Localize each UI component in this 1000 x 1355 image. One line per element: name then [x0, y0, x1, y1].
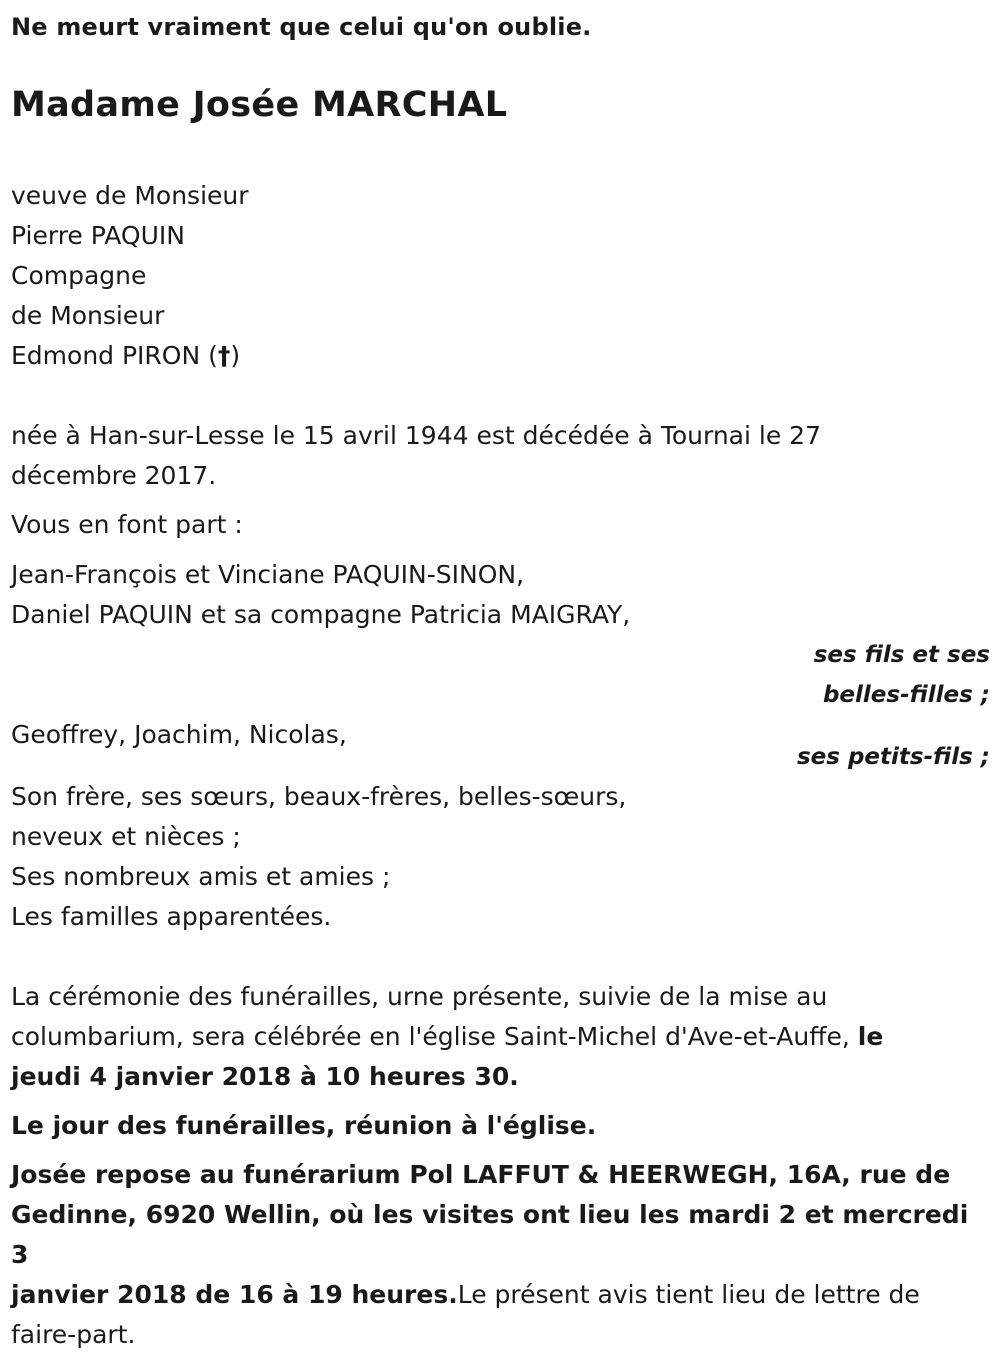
children-block [11, 555, 990, 635]
deceased-name: Madame Josée MARCHAL [11, 85, 508, 125]
ceremony-text [11, 977, 990, 1097]
children-line: Jean-François et Vinciane PAQUIN-SINON, [11, 560, 525, 589]
epigraph: Ne meurt vraiment que celui qu'on oublie. [11, 13, 592, 41]
grandchildren-relation: ses petits-fils ; [796, 744, 990, 770]
visits-line: Gedinne, 6920 Wellin, où les visites ont lieu les mardi 2 et mercredi 3 [11, 1200, 969, 1269]
relation-line: belles-filles ; [822, 682, 990, 708]
children-relation [11, 635, 990, 715]
others-line: neveux et nièces ; [11, 822, 241, 851]
ceremony-date-start: le [857, 1022, 884, 1051]
visits-text [11, 1155, 990, 1355]
others-line: Les familles apparentées. [11, 902, 332, 931]
announce-text: Vous en font part : [11, 510, 243, 539]
notice-text-end: faire-part. [11, 1320, 136, 1349]
spouse-line: Pierre PAQUIN [11, 221, 185, 250]
visits-hours: janvier 2018 de 16 à 19 heures. [11, 1280, 458, 1309]
closing-paren: ) [230, 341, 241, 370]
spouse-line [11, 336, 990, 376]
spouse-line: de Monsieur [11, 301, 165, 330]
birth-death-line: décembre 2017. [11, 461, 217, 490]
visits-line: Josée repose au funérarium Pol LAFFUT & HEERWEGH, 16A, rue de [11, 1160, 951, 1189]
relation-line: ses fils et ses [813, 642, 990, 668]
others-line: Son frère, ses sœurs, beaux-frères, belles-sœurs, [11, 782, 627, 811]
children-line: Daniel PAQUIN et sa compagne Patricia MAIGRAY, [11, 600, 631, 629]
notice-text: Le présent avis tient lieu de lettre de [457, 1280, 920, 1309]
ceremony-place: columbarium, sera célébrée en l'église Saint-Michel d'Ave-et-Auffe, [11, 1022, 858, 1051]
others-block [11, 777, 990, 937]
ceremony-line: La cérémonie des funérailles, urne présente, suivie de la mise au [11, 982, 828, 1011]
spouse-line: veuve de Monsieur [11, 181, 249, 210]
ceremony-date: jeudi 4 janvier 2018 à 10 heures 30. [11, 1062, 519, 1091]
grandchildren-names: Geoffrey, Joachim, Nicolas, [11, 720, 347, 749]
ceremony-line [11, 1017, 990, 1057]
visits-line [11, 1275, 990, 1315]
spouse-name-text: Edmond PIRON ( [11, 341, 218, 370]
others-line: Ses nombreux amis et amies ; [11, 862, 391, 891]
cross-icon: † [217, 341, 231, 370]
spouse-block [11, 176, 990, 376]
grandchildren-block [11, 715, 990, 777]
spouse-line: Compagne [11, 261, 147, 290]
birth-death-text [11, 416, 990, 496]
gathering-text: Le jour des funérailles, réunion à l'église. [11, 1111, 597, 1140]
birth-death-line: née à Han-sur-Lesse le 15 avril 1944 est décédée à Tournai le 27 [11, 421, 821, 450]
